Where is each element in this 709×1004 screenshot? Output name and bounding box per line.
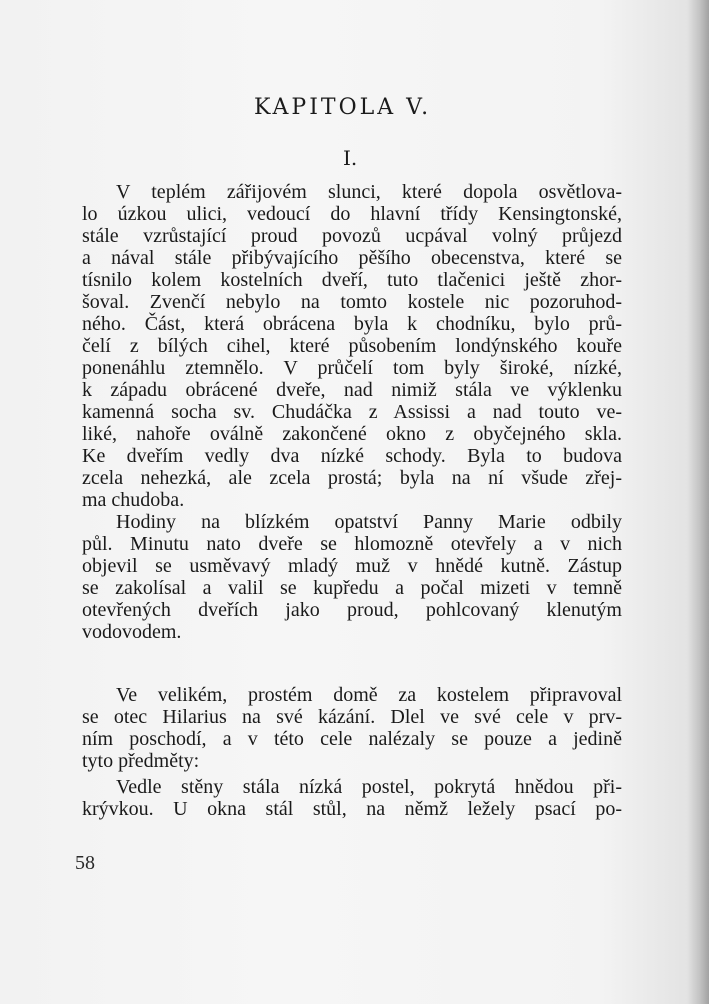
section-number: I. xyxy=(343,146,358,170)
text-line: ponenáhlu ztemnělo. V průčelí tom byly široké, nízké, xyxy=(82,357,622,379)
text-line: čelí z bílých cihel, které působením londýnského kouře xyxy=(82,335,622,357)
page-number: 58 xyxy=(75,852,95,874)
text-line: vodovodem. xyxy=(82,621,182,643)
text-line: Ve velikém, prostém domě za kostelem připravoval xyxy=(116,684,622,706)
text-line: ného. Část, která obrácena byla k chodníku, bylo prů- xyxy=(82,313,622,335)
text-line: liké, nahoře oválně zakončené okno z obyčejného skla. xyxy=(82,423,622,445)
text-line: a nával stále přibývajícího pěšího obecenstva, které se xyxy=(82,247,622,269)
paragraph-4 xyxy=(82,776,622,820)
paragraph-3 xyxy=(82,684,622,772)
text-line: k západu obrácené dveře, nad nimiž stála ve výklenku xyxy=(82,379,622,401)
text-line: zcela nehezká, ale zcela prostá; byla na ní všude zřej- xyxy=(82,467,622,489)
text-line: otevřených dveřích jako proud, pohlcovaný klenutým xyxy=(82,599,622,621)
text-line: objevil se usměvavý mladý muž v hnědé kutně. Zástup xyxy=(82,555,622,577)
chapter-title: KAPITOLA V. xyxy=(254,95,432,120)
text-line: se zakolísal a valil se kupředu a počal mizeti v temně xyxy=(82,577,622,599)
paragraph-2 xyxy=(82,511,622,643)
text-line: lo úzkou ulici, vedoucí do hlavní třídy Kensingtonské, xyxy=(82,203,622,225)
text-line: půl. Minutu nato dveře se hlomozně otevřely a v nich xyxy=(82,533,622,555)
text-line: stále vzrůstající proud povozů ucpával volný průjezd xyxy=(82,225,622,247)
text-line: Vedle stěny stála nízká postel, pokrytá hnědou při- xyxy=(116,776,622,798)
text-line: krývkou. U okna stál stůl, na němž ležely psací po- xyxy=(82,798,622,820)
text-line: kamenná socha sv. Chudáčka z Assissi a nad touto ve- xyxy=(82,401,622,423)
text-line: ním poschodí, a v této cele nalézaly se pouze a jedině xyxy=(82,728,622,750)
text-line: tísnilo kolem kostelních dveří, tuto tlačenici ještě zhor- xyxy=(82,269,622,291)
text-line: V teplém zářijovém slunci, které dopola osvětlova- xyxy=(116,181,622,203)
text-line: Hodiny na blízkém opatství Panny Marie odbily xyxy=(116,511,622,533)
text-line: Ke dveřím vedly dva nízké schody. Byla to budova xyxy=(82,445,622,467)
text-line: ma chudoba. xyxy=(82,489,185,511)
text-line: šoval. Zvenčí nebylo na tomto kostele nic pozoruhod- xyxy=(82,291,622,313)
paragraph-1 xyxy=(82,181,622,511)
text-line: se otec Hilarius na své kázání. Dlel ve své cele v prv- xyxy=(82,706,622,728)
page-edge-shadow xyxy=(687,0,709,1004)
text-line: tyto předměty: xyxy=(82,750,200,772)
